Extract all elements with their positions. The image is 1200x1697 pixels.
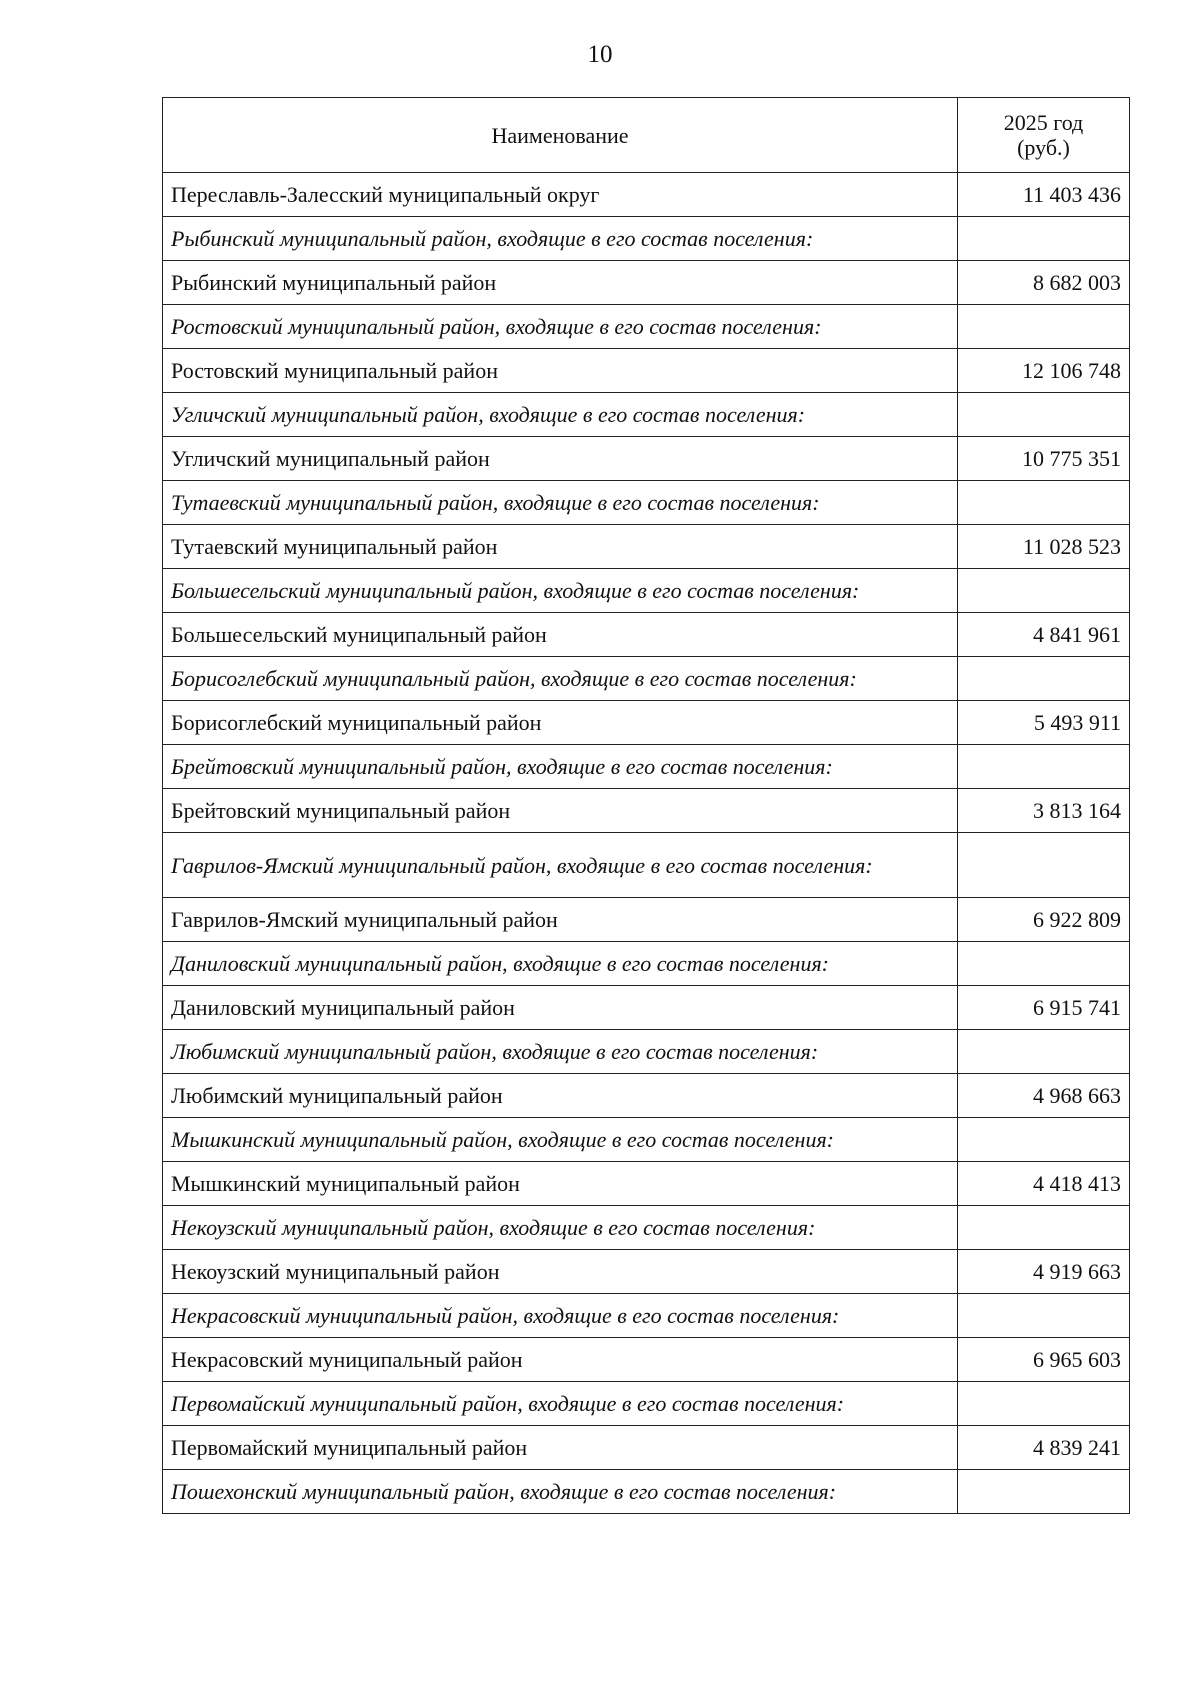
amount-cell — [958, 745, 1130, 789]
subheading-row — [163, 1470, 1130, 1514]
subheading-row — [163, 1294, 1130, 1338]
district-name-cell: Рыбинский муниципальный район — [163, 261, 958, 305]
table-body — [163, 173, 1130, 1514]
district-name-cell: Любимский муниципальный район — [163, 1074, 958, 1118]
district-name-cell: Некоузский муниципальный район — [163, 1250, 958, 1294]
subheading-row — [163, 1206, 1130, 1250]
table-header-row — [163, 98, 1130, 173]
amount-cell — [958, 481, 1130, 525]
table-row — [163, 1426, 1130, 1470]
amount-cell: 6 915 741 — [958, 986, 1130, 1030]
subheading-cell: Большесельский муниципальный район, входящие в его состав поселения: — [163, 569, 958, 613]
district-name-cell: Брейтовский муниципальный район — [163, 789, 958, 833]
table-row — [163, 525, 1130, 569]
table-row — [163, 789, 1130, 833]
subheading-cell: Пошехонский муниципальный район, входящие в его состав поселения: — [163, 1470, 958, 1514]
table-row — [163, 986, 1130, 1030]
amount-cell — [958, 1206, 1130, 1250]
district-name-cell: Ростовский муниципальный район — [163, 349, 958, 393]
amount-cell: 11 403 436 — [958, 173, 1130, 217]
amount-cell: 6 965 603 — [958, 1338, 1130, 1382]
amount-cell: 4 919 663 — [958, 1250, 1130, 1294]
amount-cell: 4 839 241 — [958, 1426, 1130, 1470]
amount-cell — [958, 1294, 1130, 1338]
amount-cell — [958, 569, 1130, 613]
subheading-row — [163, 305, 1130, 349]
amount-cell: 3 813 164 — [958, 789, 1130, 833]
district-name-cell: Гаврилов-Ямский муниципальный район — [163, 898, 958, 942]
amount-cell: 12 106 748 — [958, 349, 1130, 393]
subheading-row — [163, 745, 1130, 789]
table-row — [163, 173, 1130, 217]
subheading-cell: Даниловский муниципальный район, входящие в его состав поселения: — [163, 942, 958, 986]
subheading-row — [163, 1030, 1130, 1074]
table-row — [163, 1074, 1130, 1118]
subheading-cell: Некрасовский муниципальный район, входящие в его состав поселения: — [163, 1294, 958, 1338]
subheading-cell: Угличский муниципальный район, входящие в его состав поселения: — [163, 393, 958, 437]
table-row — [163, 1162, 1130, 1206]
header-currency-label: (руб.) — [1017, 135, 1070, 160]
district-name-cell: Тутаевский муниципальный район — [163, 525, 958, 569]
header-year-label: 2025 год — [1003, 110, 1084, 135]
amount-cell: 11 028 523 — [958, 525, 1130, 569]
district-name-cell: Некрасовский муниципальный район — [163, 1338, 958, 1382]
subheading-row — [163, 217, 1130, 261]
subheading-row — [163, 833, 1130, 898]
table-row — [163, 1250, 1130, 1294]
amount-cell — [958, 305, 1130, 349]
subheading-cell: Мышкинский муниципальный район, входящие в его состав поселения: — [163, 1118, 958, 1162]
district-name-cell: Угличский муниципальный район — [163, 437, 958, 481]
table-row — [163, 701, 1130, 745]
amount-cell: 4 418 413 — [958, 1162, 1130, 1206]
amount-cell — [958, 833, 1130, 898]
subheading-cell: Брейтовский муниципальный район, входящие в его состав поселения: — [163, 745, 958, 789]
subheading-row — [163, 657, 1130, 701]
amount-cell: 6 922 809 — [958, 898, 1130, 942]
district-name-cell: Большесельский муниципальный район — [163, 613, 958, 657]
amount-cell — [958, 393, 1130, 437]
subheading-row — [163, 481, 1130, 525]
table-row — [163, 349, 1130, 393]
district-name-cell: Первомайский муниципальный район — [163, 1426, 958, 1470]
amount-cell: 4 968 663 — [958, 1074, 1130, 1118]
amount-cell — [958, 1030, 1130, 1074]
subheading-row — [163, 942, 1130, 986]
subheading-cell: Рыбинский муниципальный район, входящие в его состав поселения: — [163, 217, 958, 261]
subheading-row — [163, 1118, 1130, 1162]
amount-cell — [958, 217, 1130, 261]
subheading-row — [163, 393, 1130, 437]
amount-cell — [958, 1118, 1130, 1162]
table-row — [163, 437, 1130, 481]
table-row — [163, 898, 1130, 942]
subheading-row — [163, 569, 1130, 613]
subheading-cell: Борисоглебский муниципальный район, входящие в его состав поселения: — [163, 657, 958, 701]
subheading-cell: Любимский муниципальный район, входящие в его состав поселения: — [163, 1030, 958, 1074]
amount-cell — [958, 942, 1130, 986]
subheading-row — [163, 1382, 1130, 1426]
amount-cell: 4 841 961 — [958, 613, 1130, 657]
district-name-cell: Переславль-Залесский муниципальный округ — [163, 173, 958, 217]
amount-cell — [958, 1382, 1130, 1426]
district-name-cell: Мышкинский муниципальный район — [163, 1162, 958, 1206]
amount-cell — [958, 1470, 1130, 1514]
subheading-cell: Ростовский муниципальный район, входящие в его состав поселения: — [163, 305, 958, 349]
page-number: 10 — [587, 41, 613, 68]
header-name: Наименование — [163, 98, 958, 173]
header-year — [958, 98, 1130, 173]
amount-cell: 10 775 351 — [958, 437, 1130, 481]
district-name-cell: Даниловский муниципальный район — [163, 986, 958, 1030]
amount-cell — [958, 657, 1130, 701]
table-row — [163, 613, 1130, 657]
subheading-cell: Тутаевский муниципальный район, входящие в его состав поселения: — [163, 481, 958, 525]
subheading-cell: Некоузский муниципальный район, входящие в его состав поселения: — [163, 1206, 958, 1250]
table-row — [163, 261, 1130, 305]
subheading-cell: Гаврилов-Ямский муниципальный район, входящие в его состав поселения: — [163, 833, 958, 898]
budget-table — [162, 97, 1130, 1514]
amount-cell: 8 682 003 — [958, 261, 1130, 305]
subheading-cell: Первомайский муниципальный район, входящие в его состав поселения: — [163, 1382, 958, 1426]
district-name-cell: Борисоглебский муниципальный район — [163, 701, 958, 745]
table-row — [163, 1338, 1130, 1382]
amount-cell: 5 493 911 — [958, 701, 1130, 745]
